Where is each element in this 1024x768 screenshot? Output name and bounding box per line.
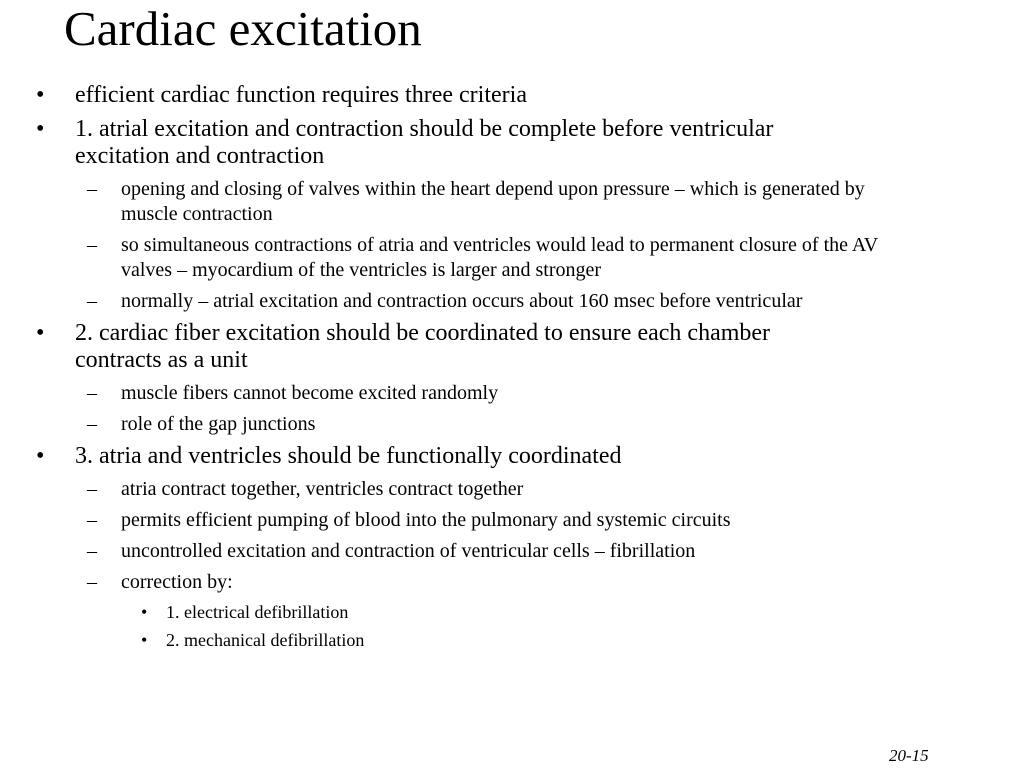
sub-bullet-text: uncontrolled excitation and contraction of ventricular cells – fibrillation: [121, 540, 696, 562]
sub-bullet-text: correction by:: [121, 571, 233, 593]
dash-marker: –: [87, 413, 97, 435]
dash-marker: –: [87, 509, 97, 531]
sub-bullet-item: [0, 289, 896, 314]
bullet-text: 3. atria and ventricles should be functionally coordinated: [75, 443, 622, 469]
dash-marker: –: [87, 571, 97, 593]
sub-bullet-text: so simultaneous contractions of atria and ventricles would lead to permanent closure of the AV valves – myocardium of the ventricles is larger and stronger: [121, 234, 878, 281]
sub-bullet-item: [0, 233, 896, 283]
bullet-item: [0, 82, 795, 109]
sub-bullet-item: [0, 570, 896, 595]
sub-bullet-item: [0, 412, 896, 437]
dash-marker: –: [87, 478, 97, 500]
page-number: 20-15: [889, 746, 929, 765]
bullet-marker: •: [36, 116, 45, 142]
sub-bullet-item: [0, 381, 896, 406]
bullet-item: [0, 443, 795, 470]
dash-marker: –: [87, 290, 97, 312]
sub-sub-bullet-text: 1. electrical defibrillation: [166, 602, 349, 622]
bullet-text: 1. atrial excitation and contraction should be complete before ventricular excitation and contraction: [75, 116, 774, 169]
bullet-list: [0, 82, 1024, 657]
dash-marker: –: [87, 234, 97, 256]
sub-bullet-item: [0, 539, 896, 564]
bullet-item: [0, 320, 795, 374]
sub-sub-bullet-item: [0, 601, 666, 623]
bullet-marker: •: [36, 320, 45, 346]
sub-sub-bullet-item: [0, 629, 666, 651]
slide-title: Cardiac excitation: [64, 1, 422, 56]
sub-bullet-text: permits efficient pumping of blood into the pulmonary and systemic circuits: [121, 509, 731, 531]
sub-bullet-text: role of the gap junctions: [121, 413, 316, 435]
sub-bullet-text: atria contract together, ventricles contract together: [121, 478, 524, 500]
sub-bullet-item: [0, 508, 896, 533]
dash-marker: –: [87, 382, 97, 404]
bullet-item: [0, 116, 795, 170]
dash-marker: –: [87, 540, 97, 562]
bullet-text: 2. cardiac fiber excitation should be coordinated to ensure each chamber contracts as a unit: [75, 320, 771, 373]
dash-marker: –: [87, 178, 97, 200]
sub-bullet-text: muscle fibers cannot become excited randomly: [121, 382, 499, 404]
sub-bullet-text: normally – atrial excitation and contraction occurs about 160 msec before ventricular: [121, 290, 803, 312]
bullet-marker: •: [141, 602, 148, 622]
bullet-marker: •: [36, 443, 45, 469]
bullet-marker: •: [141, 630, 148, 650]
bullet-text: efficient cardiac function requires three criteria: [75, 82, 527, 108]
sub-bullet-text: opening and closing of valves within the heart depend upon pressure – which is generated by muscle contraction: [121, 178, 865, 225]
sub-bullet-item: [0, 177, 896, 227]
bullet-marker: •: [36, 82, 45, 108]
sub-bullet-item: [0, 477, 896, 502]
sub-sub-bullet-text: 2. mechanical defibrillation: [166, 630, 365, 650]
